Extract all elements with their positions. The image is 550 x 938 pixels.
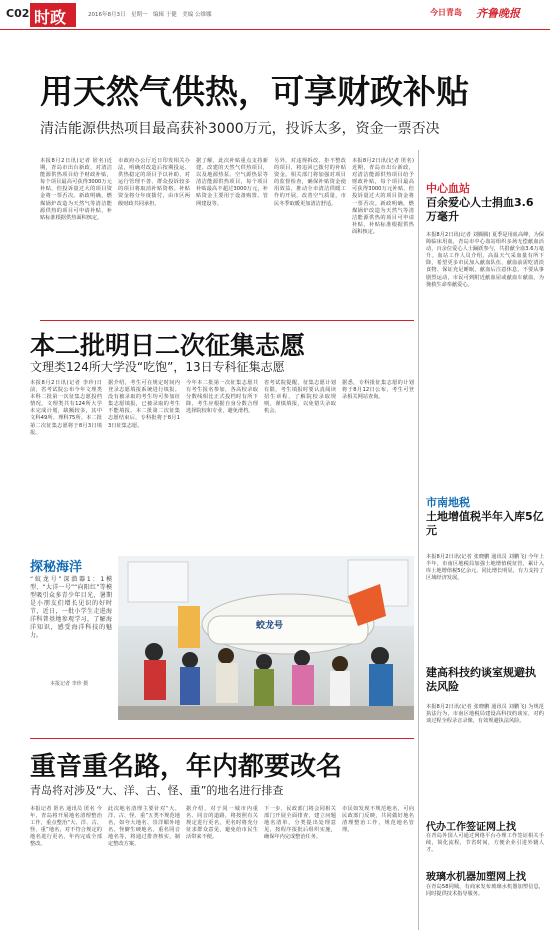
- story1-headline: 用天然气供热，可享财政补贴: [40, 72, 469, 111]
- header-meta: 2016年8月3日 星期一 编辑 于健 美编 公维娜: [88, 12, 212, 18]
- story3-col2: 此次地名清理主要针对“大、洋、古、怪、重”五类不规范地名，如夸大地名、崇洋媚外地名、怪僻生硬地名、重名同音地名等，将通过排查核实，制定整改方案。: [108, 806, 180, 848]
- divider-1: [40, 320, 414, 321]
- photo-illustration: [118, 556, 414, 720]
- story1-col1: 本报8月2日讯(记者 匿名)近期，青岛市出台新政，对清洁能源供热项目给予财政补贴，每个项目最高可获得3000万元补贴，但投诉量过大的项目资金将一票否决。新政明确，燃煤锅炉改造为天然气等清洁能源供热的项目可申请补贴，补贴标准根据供热面积核定。: [40, 158, 112, 221]
- divider-2: [30, 738, 414, 739]
- story1-col2: 市政府办公厅近日印发相关办法，明确对改造后按期投运、供热稳定的项目予以补助，对运行管理不善、群众投诉较多的项目将取消补贴资格。补贴资金将分年度拨付，由市区两级财政共同承担。: [118, 158, 190, 207]
- story3-headline: 重音重名路，年内都要改名: [30, 752, 343, 782]
- photo-banner-text: 蛟龙号: [256, 621, 284, 631]
- story1-subheadline: 清洁能源供热项目最高获补3000万元，投诉太多，资金一票否决: [40, 121, 440, 137]
- sidebar-title-visa: 代办工作签证网上找: [426, 822, 516, 833]
- news-photo: [118, 556, 414, 720]
- sidebar-divider: [418, 150, 419, 930]
- story2-col5: 据悉，专科批征集志愿的计划将于8月12日公布，考生可登录相关网站查询。: [342, 380, 414, 401]
- page-number: C02: [6, 7, 30, 20]
- story3-col4: 下一步，民政部门将会同相关部门开展全面排查，建立问题地名清单，分类提出处理意见，按程序报批后组织实施，确保年内完成整治任务。: [264, 806, 336, 841]
- page-header: [0, 0, 550, 30]
- story1-col5: 本报8月2日讯(记者 匿名)近期，青岛市出台新政，对清洁能源供热项目给予财政补贴，每个项目最高可获得3000万元补贴，但投诉量过大的项目资金将一票否决。新政明确，燃煤锅炉改造为天然气等清洁能源供热的项目可申请补贴，补贴标准根据供热面积核定。: [352, 158, 414, 235]
- photo-credit: 本报记者 李珍 摄: [50, 681, 89, 687]
- story2-subheadline: 文理类124所大学没“吃饱”，13日专科征集志愿: [30, 360, 285, 374]
- photo-caption: “蚊龙号”深潜器1：1模型、“大洋一号”“向阳红”等模型吸引众多青少年目光，暑期是小朋友们增长见识的好时节，近日，一批小学生走进海洋科普基地参观学习，了解海洋知识，感受海洋科技的魅力。: [30, 576, 112, 639]
- story3-col3: 据介绍，对于同一城市内重名、同音的道路，将按照有关规定进行更名，更名时将充分征求群众意见，避免给市民生活带来不便。: [186, 806, 258, 841]
- sidebar-kicker-tax: 市南地税: [426, 496, 470, 509]
- photo-headline: 探秘海洋: [30, 560, 83, 575]
- sidebar-title-glass: 玻璃水机器加塑网上找: [426, 872, 526, 883]
- sidebar-title-blood: 百余爱心人士捐血3.6万毫升: [426, 196, 534, 223]
- story3-col5: 市民如发现不规范地名，可向民政部门反映，共同做好地名清理整治工作，规范地名管理。: [342, 806, 414, 834]
- sidebar-title-interview-room: 建高科技约谈室规避执法风险: [426, 666, 536, 693]
- brand-left: 今日青岛: [430, 8, 462, 17]
- story2-col1: 本报8月2日讯(记者 李珍)日前，省考试院公布今年文理类本科二批第一次征集志愿投档情况，文理类共有124所大学未完成计划，缺额较多，其中文科49所、理科75所。本二批第二次征集志愿将于8月3日填报。: [30, 380, 102, 436]
- header-rule: [0, 29, 550, 30]
- section-tab: [30, 3, 76, 27]
- story2-col4: 省考试院提醒，征集志愿计划有限，考生填报时要认真阅读招生章程，了解院校录取规则，谨慎填报，以免错失录取机会。: [264, 380, 336, 415]
- story3-col1: 本报记者 匿名 通讯员 匿名 今年，青岛将开展地名清理整治工作，重点整治“大、洋、古、怪、重”地名，对不符合规定的地名进行更名，年内完成全部整改。: [30, 806, 102, 848]
- sidebar-body-tax: 本报8月2日讯(记者 张晓鹏 通讯员 刘鹏飞) 今年上半年，市南区地税局加强土地增值税征管，累计入库土地增值税5亿余元，同比增长明显，有力支持了区域经济发展。: [426, 554, 544, 582]
- story2-col2: 据介绍，考生可在规定时间内登录志愿填报系统进行填报。没有被录取的考生均可参加征集志愿填报，已被录取的考生不能填报。本二批第二次征集志愿结束后，专科批将于8月13日征集志愿。: [108, 380, 180, 429]
- sidebar-body-glass: 在青岛58同城，有商家发布玻璃水机器加塑信息，同时提供技术指导服务。: [426, 884, 544, 898]
- section-label: 时政: [34, 8, 67, 27]
- sidebar-body-interview-room: 本报8月2日讯(记者 张晓鹏 通讯员 刘鹏飞) 为规范执法行为，市南区地税局建设高科技约谈室，对约谈过程全程录音录像，有效规避执法风险。: [426, 704, 544, 725]
- sidebar-body-visa: 在青岛外国人可通过网络平台办理工作签证相关手续，简化流程，节省时间，方便企业引进外籍人才。: [426, 833, 544, 854]
- story1-col3: 据了解，此次补贴重点支持新建、改建的天然气供热项目，以及地源热泵、空气源热泵等清洁能源供热项目，每个项目补贴最高不超过3000万元，补贴资金主要用于设备购置、管网建设等。: [196, 158, 268, 207]
- brand-logo: 齐鲁晚报: [476, 7, 520, 20]
- story3-subheadline: 青岛将对涉及“大、洋、古、怪、重”的地名进行排查: [30, 784, 284, 797]
- sidebar-body-blood: 本报8月2日讯(记者 刘腾腾) 夏季是用血高峰，为保障临床用血，青岛市中心血站组织多场无偿献血活动，百余位爱心人士踊跃参与，共捐献全血3.6万毫升。血站工作人员介绍，高温天气采血量有所下降，希望更多市民加入献血队伍，献血前需吃清淡食物、保证充足睡眠，献血后注意休息，不要从事剧烈运动，市民可到附近献血屋或献血车献血，为挽救生命奉献爱心。: [426, 232, 544, 288]
- sidebar-title-tax: 土地增值税半年入库5亿元: [426, 510, 544, 537]
- sidebar-kicker-blood: 中心血站: [426, 182, 470, 195]
- story2-headline: 本二批明日二次征集志愿: [30, 331, 306, 360]
- story1-col4: 另外，对违规拆改、拒不整改的项目，将追回已拨付的补贴资金。相关部门将加强对项目的监督检查，确保补贴资金使用效益，推动全市清洁供暖工作的开展，改善空气质量，市民冬季取暖更加清洁舒适。: [274, 158, 346, 207]
- story2-col3: 今年本二批第一次征集志愿共有考生报名参加，各高校录取分数线相比正式投档时有所下降，考生应根据自身分数合理选择院校和专业，避免滑档。: [186, 380, 258, 415]
